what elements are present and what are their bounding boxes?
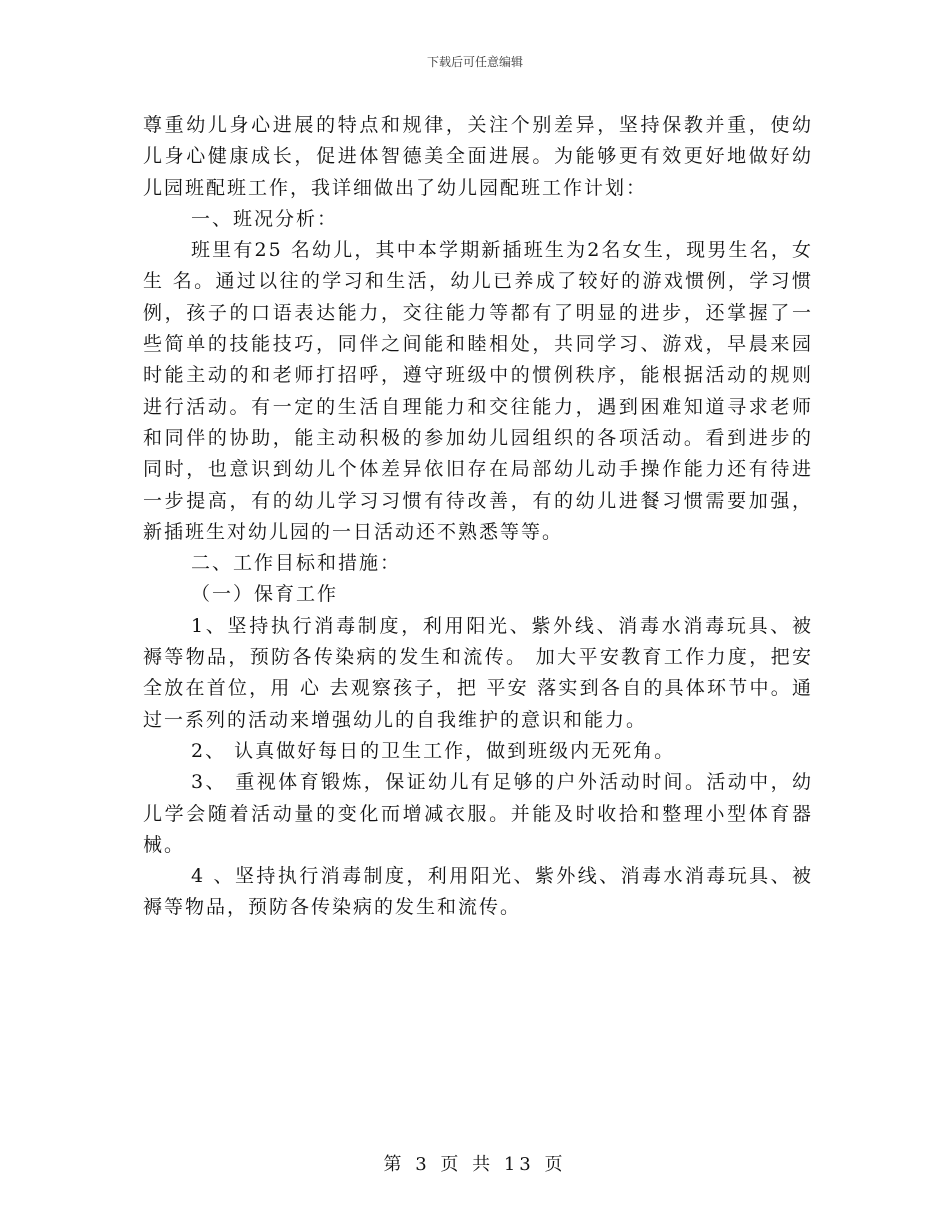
paragraph-intro: 尊重幼儿身心进展的特点和规律，关注个别差异，坚持保教并重，使幼儿身心健康成长，促进体智德美全面进展。为能够更有效更好地做好幼儿园班配班工作，我详细做出了幼儿园配班工作计划： bbox=[143, 114, 813, 199]
subsection-heading-care-work: （一）保育工作 bbox=[191, 583, 339, 606]
list-item-2: 2、 认真做好每日的卫生工作，做到班级内无死角。 bbox=[191, 739, 676, 762]
list-item-3: 3、 重视体育锻炼，保证幼儿有足够的户外活动时间。活动中，幼儿学会随着活动量的变化而增减衣服。并能及时收拾和整理小型体育器械。 bbox=[143, 771, 813, 856]
list-item-1: 1、坚持执行消毒制度，利用阳光、紫外线、消毒水消毒玩具、被褥等物品，预防各传染病的发生和流传。 加大平安教育工作力度，把安全放在首位，用 心 去观察孩子，把 平安 落实到各自的具体环节中。通过一系列的活动来增强幼儿的自我维护的意识和能力。 bbox=[143, 614, 813, 731]
list-item-4: 4 、坚持执行消毒制度，利用阳光、紫外线、消毒水消毒玩具、被褥等物品，预防各传染病的发生和流传。 bbox=[143, 865, 813, 919]
section-heading-class-analysis: 一、班况分析： bbox=[191, 207, 339, 230]
document-body bbox=[143, 110, 813, 924]
page-header-note: 下载后可任意编辑 bbox=[426, 55, 523, 69]
page-number-footer: 第 3 页 共 13 页 bbox=[383, 1154, 567, 1175]
section-heading-goals: 二、工作目标和措施： bbox=[191, 552, 402, 575]
paragraph-class-analysis: 班里有25 名幼儿，其中本学期新插班生为2名女生，现男生名，女生 名。通过以往的学习和生活，幼儿已养成了较好的游戏惯例，学习惯例，孩子的口语表达能力，交往能力等都有了明显的进步，还掌握了一些简单的技能技巧，同伴之间能和睦相处，共同学习、游戏，早晨来园时能主动的和老师打招呼，遵守班级中的惯例秩序，能根据活动的规则进行活动。有一定的生活自理能力和交往能力，遇到困难知道寻求老师和同伴的协助，能主动积极的参加幼儿园组织的各项活动。看到进步的同时，也意识到幼儿个体差异依旧存在局部幼儿动手操作能力还有待进一步提高，有的幼儿学习习惯有待改善，有的幼儿进餐习惯需要加强，新插班生对幼儿园的一日活动还不熟悉等等。 bbox=[143, 239, 813, 543]
